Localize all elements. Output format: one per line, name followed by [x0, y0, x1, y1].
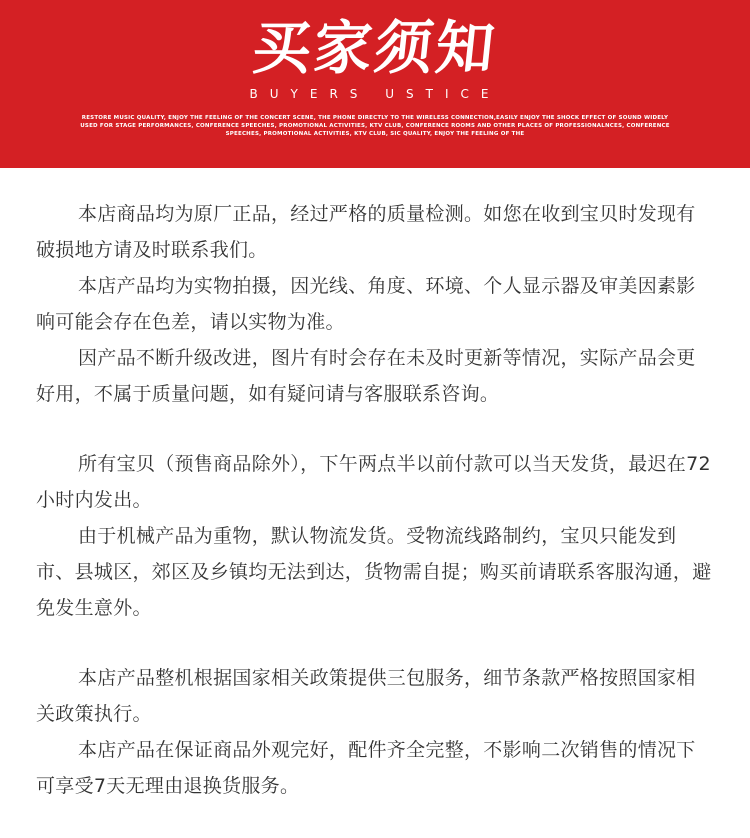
notice-paragraph: 本店产品在保证商品外观完好，配件齐全完整，不影响二次销售的情况下可享受7天无理由退换货服务。 — [36, 739, 696, 797]
notice-paragraph: 因产品不断升级改进，图片有时会存在未及时更新等情况，实际产品会更好用，不属于质量问题，如有疑问请与客服联系咨询。 — [36, 347, 696, 405]
notice-section-warranty — [36, 660, 714, 804]
banner-subtitle: BUYERS USTICE — [249, 87, 501, 101]
header-banner — [0, 0, 750, 168]
notice-section-shipping — [36, 446, 714, 626]
notice-section-quality — [36, 196, 714, 412]
banner-title: 买家须知 — [249, 14, 501, 82]
notice-paragraph: 由于机械产品为重物，默认物流发货。受物流线路制约，宝贝只能发到市、县城区，郊区及乡镇均无法到达，货物需自提；购买前请联系客服沟通，避免发生意外。 — [36, 525, 712, 619]
banner-tagline: RESTORE MUSIC QUALITY, ENJOY THE FEELING OF THE CONCERT SCENE, THE PHONE DIRECTLY TO THE WIRELESS CONNECTION,EASILY ENJOY THE SHOCK EFFECT OF SOUND WIDELY USED FOR STAGE PERFORMANCES, CONFERENCE SPEECHES, PROMOTIONAL ACTIVITIES, KTV CLUB, CONFERENCE ROOMS AND OTHER PLACES OF PROFESSIONALNCES, CONFERENCE SPEECHES, PROMOTIONAL ACTIVITIES, KTV CLUB, SIC QUALITY, ENJOY THE FEELING OF THE — [80, 115, 670, 137]
notice-paragraph: 所有宝贝（预售商品除外），下午两点半以前付款可以当天发货，最迟在72小时内发出。 — [36, 453, 711, 511]
notice-paragraph: 本店产品均为实物拍摄，因光线、角度、环境、个人显示器及审美因素影响可能会存在色差，请以实物为准。 — [36, 275, 696, 333]
notice-paragraph: 本店商品均为原厂正品，经过严格的质量检测。如您在收到宝贝时发现有破损地方请及时联系我们。 — [36, 203, 696, 261]
notice-paragraph: 本店产品整机根据国家相关政策提供三包服务，细节条款严格按照国家相关政策执行。 — [36, 667, 696, 725]
notice-content — [0, 168, 750, 838]
